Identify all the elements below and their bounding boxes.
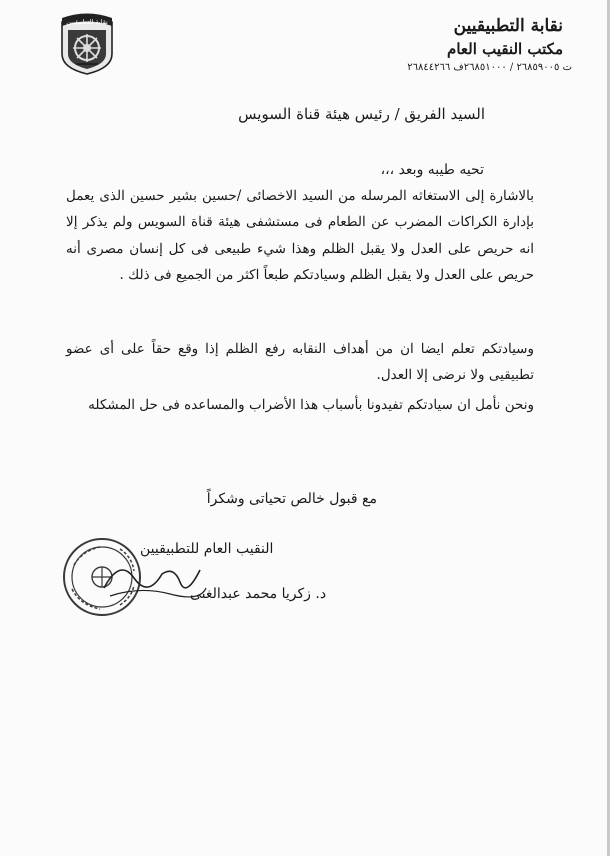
syndicate-logo-icon [56,10,118,76]
organization-name: نقابة التطبيقيين [453,16,563,36]
paragraph-2: وسيادتكم تعلم ايضا ان من أهداف النقابه رفع الظلم إذا وقع حقاً على أى عضو تطبيقيى ولا نرضى إلا العدل. [66,341,534,384]
addressee: السيد الفريق / رئيس هيئة قناة السويس [238,105,485,123]
paragraph-1: بالاشارة إلى الاستغاثه المرسله من السيد الاخصائى /حسين بشير حسين الذى يعمل بإدارة الكراكات المضرب عن الطعام فى مستشفى هيئة قناة السويس ولم يذكر إلا انه حريص على العدل ولا يقبل الظلم وهذا شيء طبيعى فى كل إنسان مصرى أنه حريص على العدل ولا يقبل الظلم وسيادتكم طبعاً اكثر من الجميع فى ذلك . [66,188,534,283]
signature-name: د. زكريا محمد عبدالغنى [190,586,327,602]
office-name: مكتب النقيب العام [447,40,563,58]
logo-text: نقابة التطبيقيين [66,18,108,26]
greeting: تحيه طيبه وبعد ،،، [380,162,484,178]
closing-line: مع قبول خالص تحياتى وشكراً [206,491,377,507]
signature-title: النقيب العام للتطبيقيين [140,541,274,557]
paragraph-3: ونحن نأمل ان سيادتكم تفيدونا بأسباب هذا الأضراب والمساعده فى حل المشكله [88,397,534,413]
phone-numbers: ت ٢٦٨٥٩٠٠٥ / ٢٦٨٥١٠٠٠ف ٢٦٨٤٤٢٦٦ [407,62,572,73]
